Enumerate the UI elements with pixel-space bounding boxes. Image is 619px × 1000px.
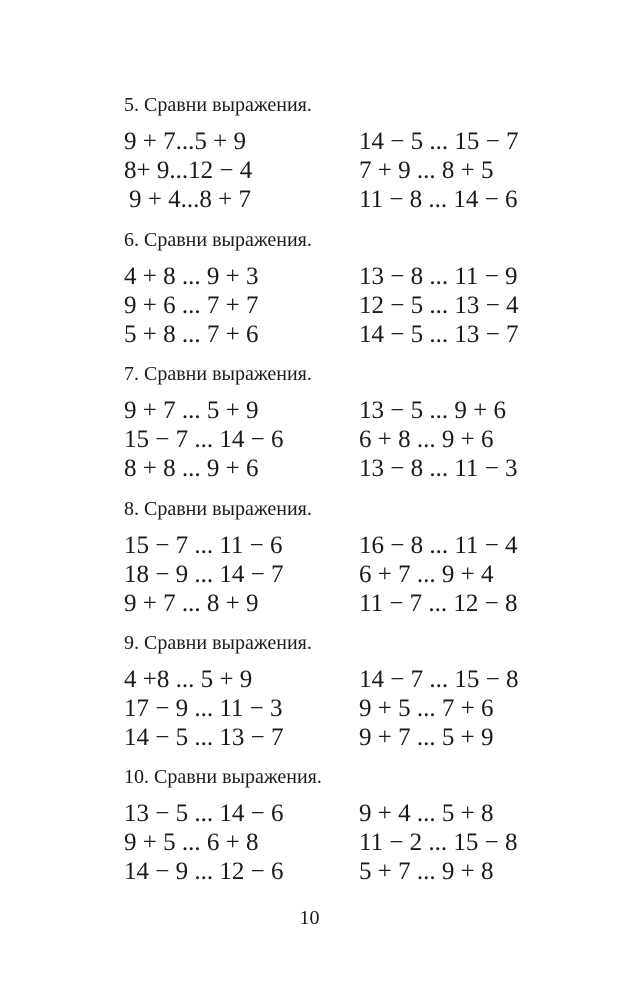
task-6 — [124, 228, 564, 349]
task-9 — [124, 631, 564, 752]
task-title: 5. Сравни выражения. — [124, 94, 312, 116]
task-title: 6. Сравни выражения. — [124, 229, 312, 251]
expression-left: 9 + 4...8 + 7 — [129, 186, 251, 213]
expression-left: 18 − 9 ... 14 − 7 — [124, 561, 284, 588]
expression-right: 12 − 5 ... 13 − 4 — [359, 292, 519, 319]
task-title: 8. Сравни выражения. — [124, 498, 312, 520]
expression-right: 6 + 8 ... 9 + 6 — [359, 426, 494, 453]
expression-list — [124, 127, 564, 214]
task-10 — [124, 765, 564, 886]
expression-row — [124, 799, 564, 828]
expression-left: 4 + 8 ... 9 + 3 — [124, 263, 259, 290]
expression-right: 11 − 8 ... 14 − 6 — [359, 186, 518, 213]
expression-right: 14 − 5 ... 15 − 7 — [359, 128, 519, 155]
task-7 — [124, 362, 564, 483]
expression-right: 9 + 4 ... 5 + 8 — [359, 800, 494, 827]
expression-list — [124, 531, 564, 618]
task-title: 10. Сравни выражения. — [124, 766, 322, 788]
expression-row — [124, 291, 564, 320]
expression-left: 8 + 8 ... 9 + 6 — [124, 455, 259, 482]
expression-right: 9 + 7 ... 5 + 9 — [359, 724, 494, 751]
expression-right: 6 + 7 ... 9 + 4 — [359, 561, 494, 588]
expression-right: 9 + 5 ... 7 + 6 — [359, 695, 494, 722]
expression-right: 13 − 8 ... 11 − 9 — [359, 263, 518, 290]
expression-left: 5 + 8 ... 7 + 6 — [124, 321, 259, 348]
expression-left: 15 − 7 ... 11 − 6 — [124, 532, 283, 559]
expression-row — [124, 396, 564, 425]
expression-row — [124, 156, 564, 185]
expression-list — [124, 262, 564, 349]
expression-left: 9 + 7...5 + 9 — [124, 128, 246, 155]
expression-left: 14 − 9 ... 12 − 6 — [124, 858, 284, 885]
expression-left: 9 + 6 ... 7 + 7 — [124, 292, 259, 319]
expression-list — [124, 396, 564, 483]
expression-row — [124, 531, 564, 560]
expression-right: 14 − 7 ... 15 − 8 — [359, 666, 519, 693]
expression-row — [124, 454, 564, 483]
expression-row — [124, 262, 564, 291]
expression-row — [124, 425, 564, 454]
expression-row — [124, 723, 564, 752]
expression-left: 17 − 9 ... 11 − 3 — [124, 695, 283, 722]
expression-right: 11 − 7 ... 12 − 8 — [359, 590, 518, 617]
expression-left: 8+ 9...12 − 4 — [124, 157, 253, 184]
task-title: 7. Сравни выражения. — [124, 363, 312, 385]
task-5 — [124, 93, 564, 214]
page-number: 10 — [299, 907, 320, 929]
expression-left: 9 + 7 ... 5 + 9 — [124, 397, 259, 424]
expression-left: 9 + 5 ... 6 + 8 — [124, 829, 259, 856]
expression-list — [124, 799, 564, 886]
expression-right: 5 + 7 ... 9 + 8 — [359, 858, 494, 885]
expression-right: 7 + 9 ... 8 + 5 — [359, 157, 494, 184]
expression-row — [124, 560, 564, 589]
expression-row — [124, 320, 564, 349]
expression-right: 16 − 8 ... 11 − 4 — [359, 532, 518, 559]
expression-right: 11 − 2 ... 15 − 8 — [359, 829, 518, 856]
expression-row — [124, 694, 564, 723]
expression-row — [124, 857, 564, 886]
expression-left: 4 +8 ... 5 + 9 — [124, 666, 253, 693]
expression-left: 13 − 5 ... 14 − 6 — [124, 800, 284, 827]
expression-left: 15 − 7 ... 14 − 6 — [124, 426, 284, 453]
expression-list — [124, 665, 564, 752]
expression-right: 14 − 5 ... 13 − 7 — [359, 321, 519, 348]
expression-right: 13 − 8 ... 11 − 3 — [359, 455, 518, 482]
expression-right: 13 − 5 ... 9 + 6 — [359, 397, 506, 424]
expression-left: 9 + 7 ... 8 + 9 — [124, 590, 259, 617]
expression-row — [124, 185, 564, 214]
task-8 — [124, 497, 564, 618]
task-title: 9. Сравни выражения. — [124, 632, 312, 654]
expression-row — [124, 828, 564, 857]
expression-left: 14 − 5 ... 13 − 7 — [124, 724, 284, 751]
expression-row — [124, 127, 564, 156]
expression-row — [124, 589, 564, 618]
expression-row — [124, 665, 564, 694]
